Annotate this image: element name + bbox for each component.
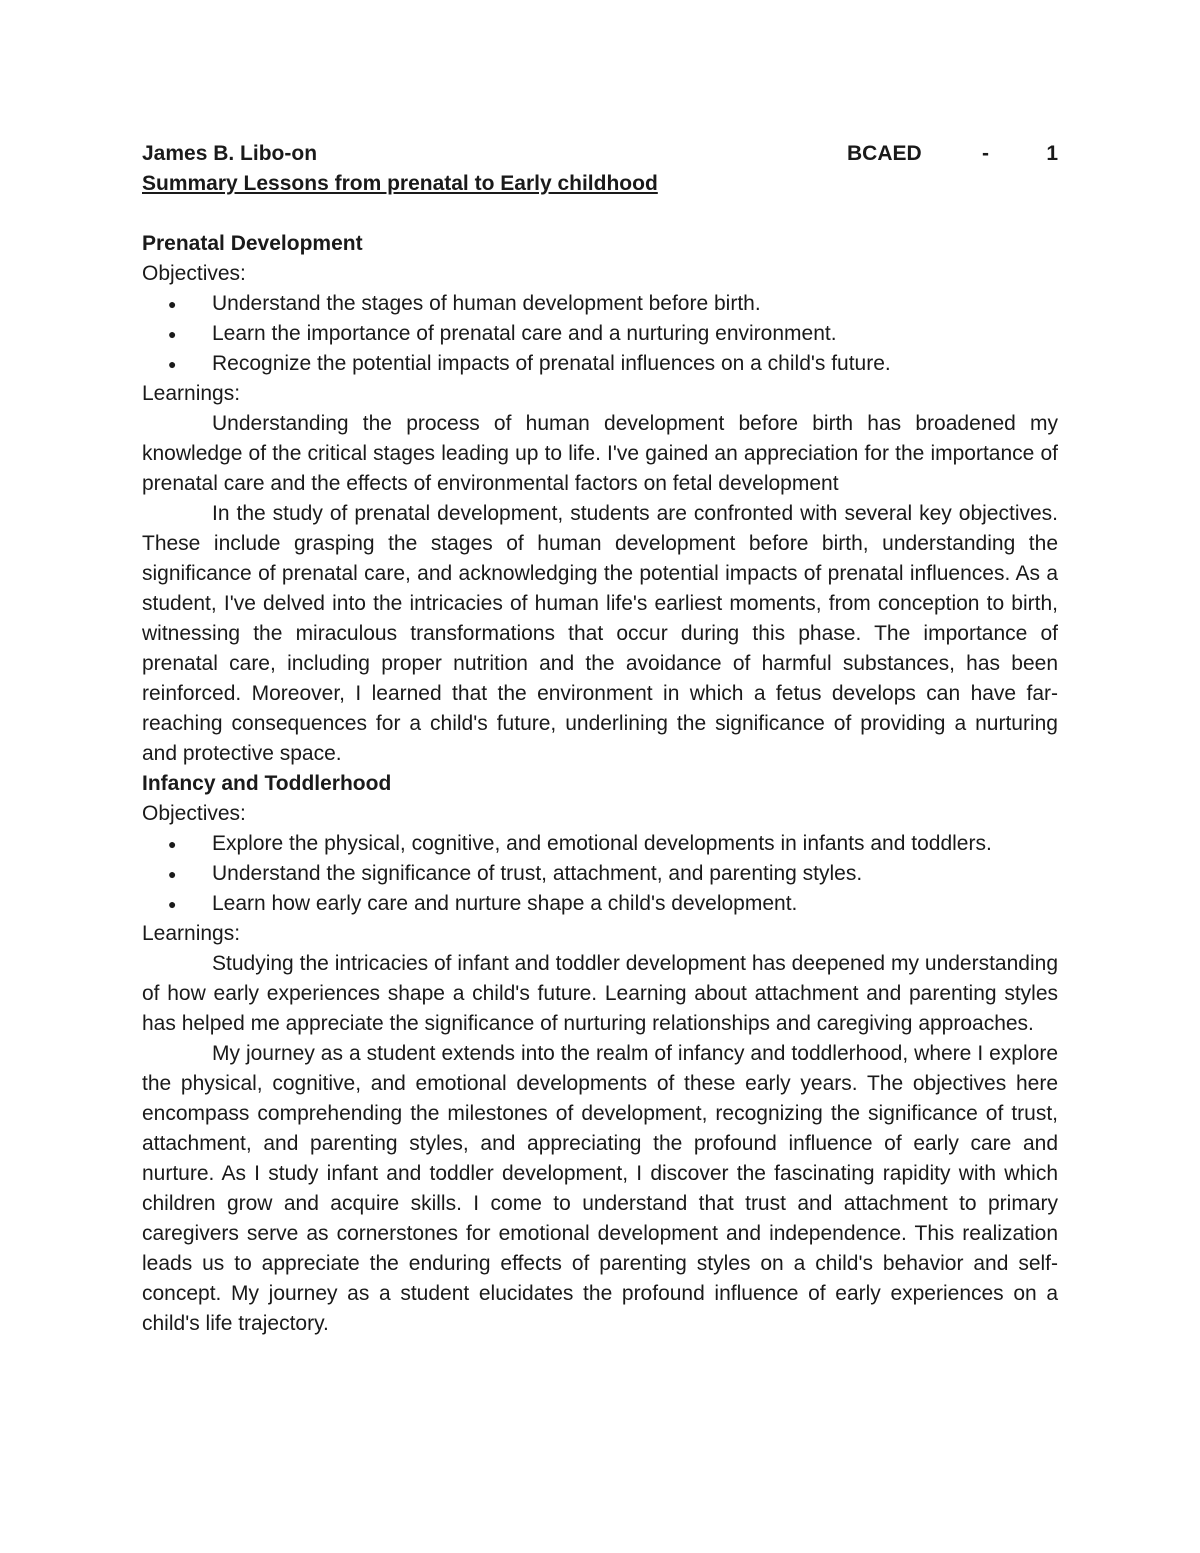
list-item	[142, 289, 1058, 319]
learnings-label: Learnings:	[142, 922, 241, 945]
section-prenatal-development	[142, 229, 1058, 769]
blank-line	[142, 199, 1058, 229]
list-item	[142, 349, 1058, 379]
author-name: James B. Libo-on	[142, 142, 318, 165]
header-separator: -	[982, 142, 989, 165]
section-infancy-toddlerhood	[142, 769, 1058, 1339]
list-item	[142, 859, 1058, 889]
document-header	[142, 139, 1058, 169]
bullet-icon: ●	[168, 896, 177, 912]
learnings-paragraph: Studying the intricacies of infant and toddler development has deepened my understanding of how early experiences shape a child's future. Learning about attachment and parenting styles has helped me appreciate the significance of nurturing relationships and caregiving approaches.	[142, 952, 1058, 1035]
section-heading: Infancy and Toddlerhood	[142, 772, 392, 795]
objective-text: Learn the importance of prenatal care and a nurturing environment.	[212, 322, 837, 345]
bullet-icon: ●	[168, 326, 177, 342]
objective-text: Explore the physical, cognitive, and emotional developments in infants and toddlers.	[212, 832, 992, 855]
course-code: BCAED	[847, 142, 922, 165]
year-level: 1	[1046, 142, 1058, 165]
list-item	[142, 829, 1058, 859]
document-page	[142, 139, 1058, 1339]
objectives-list	[142, 289, 1058, 379]
objective-text: Learn how early care and nurture shape a child's development.	[212, 892, 798, 915]
learnings-paragraph: My journey as a student extends into the realm of infancy and toddlerhood, where I explore the physical, cognitive, and emotional developments of these early years. The objectives here encompass comprehending the milestones of development, recognizing the significance of trust, attachment, and parenting styles, and appreciating the profound influence of early care and nurture. As I study infant and toddler development, I discover the fascinating rapidity with which children grow and acquire skills. I come to understand that trust and attachment to primary caregivers serve as cornerstones for emotional development and independence. This realization leads us to appreciate the enduring effects of parenting styles on a child's behavior and self-concept. My journey as a student elucidates the profound influence of early experiences on a child's life trajectory.	[142, 1042, 1058, 1335]
section-heading: Prenatal Development	[142, 232, 363, 255]
bullet-icon: ●	[168, 866, 177, 882]
bullet-icon: ●	[168, 836, 177, 852]
bullet-icon: ●	[168, 296, 177, 312]
objective-text: Understand the stages of human development before birth.	[212, 292, 761, 315]
objectives-label: Objectives:	[142, 802, 246, 825]
objectives-list	[142, 829, 1058, 919]
bullet-icon: ●	[168, 356, 177, 372]
list-item	[142, 889, 1058, 919]
list-item	[142, 319, 1058, 349]
learnings-paragraph: In the study of prenatal development, students are confronted with several key objectives. These include grasping the stages of human development before birth, understanding the significance of prenatal care, and acknowledging the potential impacts of prenatal influences. As a student, I've delved into the intricacies of human life's earliest moments, from conception to birth, witnessing the miraculous transformations that occur during this phase. The importance of prenatal care, including proper nutrition and the avoidance of harmful substances, has been reinforced. Moreover, I learned that the environment in which a fetus develops can have far-reaching consequences for a child's future, underlining the significance of providing a nurturing and protective space.	[142, 502, 1058, 765]
learnings-paragraph: Understanding the process of human development before birth has broadened my knowledge of the critical stages leading up to life. I've gained an appreciation for the importance of prenatal care and the effects of environmental factors on fetal development	[142, 412, 1058, 495]
learnings-label: Learnings:	[142, 382, 241, 405]
objective-text: Recognize the potential impacts of prenatal influences on a child's future.	[212, 352, 891, 375]
document-title: Summary Lessons from prenatal to Early childhood	[142, 172, 658, 195]
objectives-label: Objectives:	[142, 262, 246, 285]
objective-text: Understand the significance of trust, attachment, and parenting styles.	[212, 862, 863, 885]
